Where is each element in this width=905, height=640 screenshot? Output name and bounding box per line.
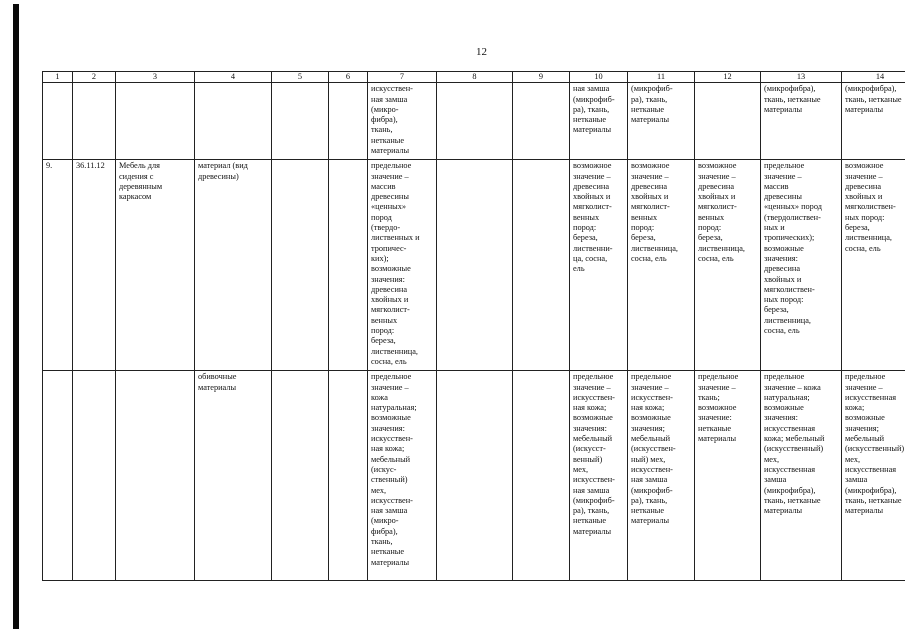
col-header: 5: [272, 72, 329, 83]
col-header: 2: [73, 72, 116, 83]
requirements-table: [42, 71, 905, 581]
col-header: 9: [513, 72, 570, 83]
table-cell: предельное значение – массив древесины «ценных» пород (твердо- лиственных и тропичес- ких); возможные значения: древесина хвойных и мягколист- венных пород: береза, лиственница, сосна, ель: [368, 160, 437, 371]
col-header: 6: [329, 72, 368, 83]
table-cell: Мебель для сидения с деревянным каркасом: [116, 160, 195, 371]
table-cell: 36.11.12: [73, 160, 116, 371]
table-cell: [116, 371, 195, 581]
col-header: 12: [695, 72, 761, 83]
table-cell: [513, 371, 570, 581]
table-cell: (микрофибра), ткань, нетканые материалы: [842, 83, 905, 160]
table-cell: [73, 371, 116, 581]
table-row: [43, 371, 905, 581]
col-header: 13: [761, 72, 842, 83]
table-cell: (микрофибра), ткань, нетканые материалы: [761, 83, 842, 160]
col-header: 10: [570, 72, 628, 83]
table-cell: ная замша (микрофиб- ра), ткань, нетканые материалы: [570, 83, 628, 160]
table-cell: [513, 160, 570, 371]
table-cell: возможное значение – древесина хвойных и мягколиствен- ных пород: береза, лиственница, сосна, ель: [842, 160, 905, 371]
col-header: 14: [842, 72, 905, 83]
table-cell: искусствен- ная замша (микро- фибра), ткань, нетканые материалы: [368, 83, 437, 160]
table-cell: [329, 371, 368, 581]
table-cell: [437, 83, 513, 160]
table-cell: [272, 83, 329, 160]
table-cell: [73, 83, 116, 160]
table-cell: [116, 83, 195, 160]
table-cell: [437, 160, 513, 371]
table-cell: предельное значение – кожа натуральная; возможные значения: искусствен- ная кожа; мебельный (искус- ственный) мех, искусствен- ная замша (микро- фибра), ткань, нетканые материалы: [368, 371, 437, 581]
col-header: 3: [116, 72, 195, 83]
col-header: 7: [368, 72, 437, 83]
col-header: 11: [628, 72, 695, 83]
table-cell: 9.: [43, 160, 73, 371]
table-cell: предельное значение – искусственная кожа; возможные значения; мебельный (искусственный) мех, искусственная замша (микрофибра), ткань, нетканые материалы: [842, 371, 905, 581]
table-cell: материал (вид древесины): [195, 160, 272, 371]
table-cell: возможное значение – древесина хвойных и мягколист- венных пород: береза, лиственница, сосна, ель: [628, 160, 695, 371]
table-cell: [272, 371, 329, 581]
col-header: 4: [195, 72, 272, 83]
table-cell: [695, 83, 761, 160]
page-number: 12: [476, 46, 487, 58]
table-cell: предельное значение – ткань; возможное значение: нетканые материалы: [695, 371, 761, 581]
table-cell: [437, 371, 513, 581]
table-cell: [513, 83, 570, 160]
table-row: [43, 83, 905, 160]
table-cell: [272, 160, 329, 371]
table-cell: предельное значение – кожа натуральная; возможные значения: искусственная кожа; мебельный (искусственный) мех, искусственная замша (микрофибра), ткань, нетканые материалы: [761, 371, 842, 581]
table-cell: возможное значение – древесина хвойных и мягколист- венных пород: береза, лиственни- ца, сосна, ель: [570, 160, 628, 371]
col-header: 8: [437, 72, 513, 83]
col-header: 1: [43, 72, 73, 83]
table-cell: [43, 371, 73, 581]
table-cell: предельное значение – массив древесины «ценных» пород (твердолиствен- ных и тропических); возможные значения: древесина хвойных и мягколиствен- ных пород: береза, лиственница, сосна, ель: [761, 160, 842, 371]
binding-edge: [13, 4, 19, 629]
table-cell: предельное значение – искусствен- ная кожа; возможные значения; мебельный (искусствен- ный) мех, искусствен- ная замша (микрофиб- ра), ткань, нетканые материалы: [628, 371, 695, 581]
table-cell: возможное значение – древесина хвойных и мягколист- венных пород: береза, лиственница, сосна, ель: [695, 160, 761, 371]
header-row: [43, 72, 905, 83]
table-cell: [329, 83, 368, 160]
table-cell: предельное значение – искусствен- ная кожа; возможные значения: мебельный (искусст- венный) мех, искусствен- ная замша (микрофиб- ра), ткань, нетканые материалы: [570, 371, 628, 581]
table-cell: [329, 160, 368, 371]
table-cell: обивочные материалы: [195, 371, 272, 581]
table-cell: (микрофиб- ра), ткань, нетканые материалы: [628, 83, 695, 160]
table-cell: [43, 83, 73, 160]
table-cell: [195, 83, 272, 160]
table-row: [43, 160, 905, 371]
